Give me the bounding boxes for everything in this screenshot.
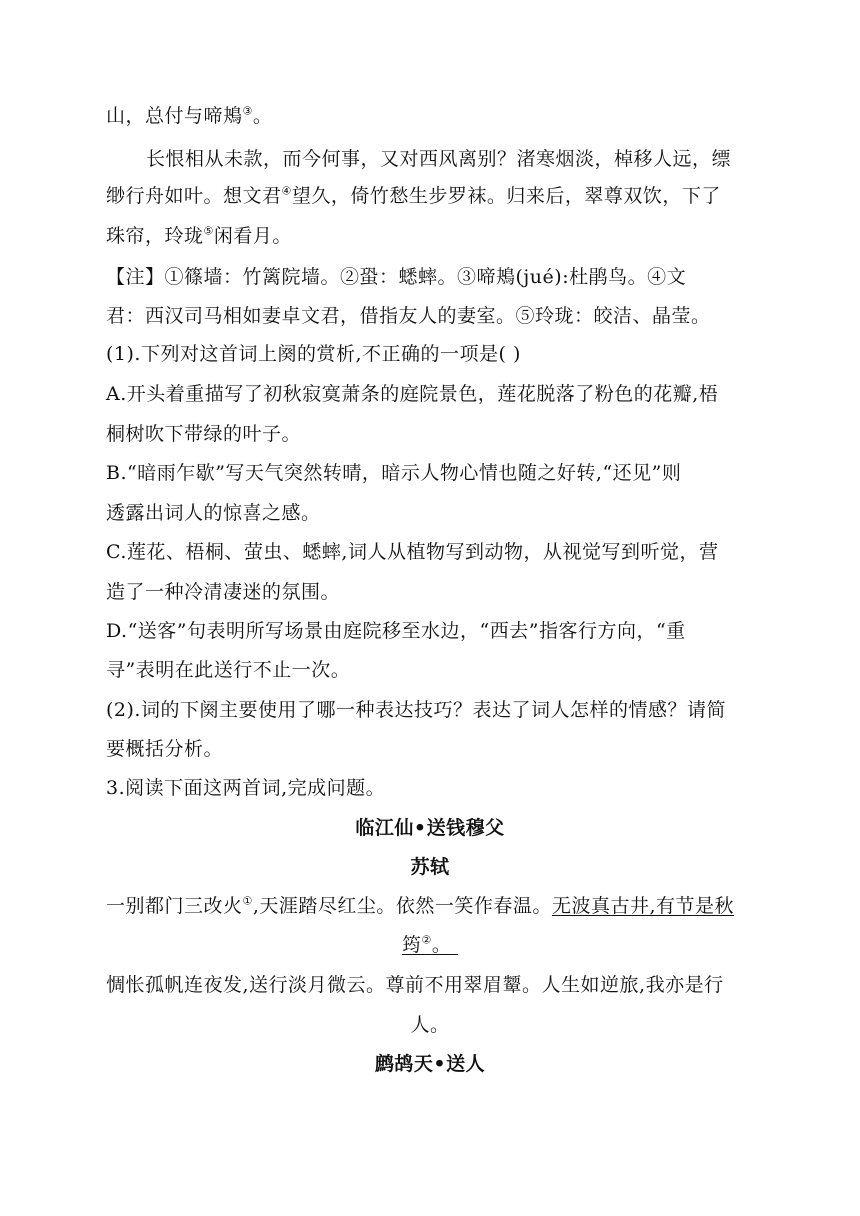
option-d: D.“送客”句表明所写场景由庭院移至水边，“西去”指客行方向，“重 bbox=[106, 620, 686, 642]
option-c: C.莲花、梧桐、萤虫、蟋蟀,词人从植物写到动物，从视觉写到听觉，营 bbox=[106, 541, 719, 563]
question-stem: (1).下列对这首词上阕的赏析,不正确的一项是( ) bbox=[106, 343, 521, 365]
poem-line bbox=[106, 931, 754, 959]
option-b: 透露出词人的惊喜之感。 bbox=[106, 502, 321, 524]
poem-title: 鹧鸪天•送人 bbox=[374, 1053, 486, 1075]
underlined-phrase: 无波真古井,有节是秋 bbox=[551, 895, 734, 917]
poem-line: 人。 bbox=[410, 1014, 450, 1036]
annotation-line: 君：西汉司马相如妻卓文君，借指友人的妻室。⑤玲珑：皎洁、晶莹。 bbox=[106, 305, 711, 327]
underlined-phrase: 筠②。 bbox=[402, 933, 452, 956]
poem-line: 珠帘，玲珑⑤闲看月。 bbox=[106, 224, 292, 247]
poem-line: 长恨相从未款，而今何事，又对西风离别？渚寒烟淡，棹移人远，缥 bbox=[146, 148, 732, 170]
question-stem: 要概括分析。 bbox=[106, 738, 224, 760]
option-b: B.“暗雨乍歇”写天气突然转晴，暗示人物心情也随之好转,“还见”则 bbox=[106, 462, 682, 484]
poem-author: 苏轼 bbox=[410, 856, 450, 878]
poem-line: 缈行舟如叶。想文君④望久，倚竹愁生步罗袜。归来后，翠尊双饮，下了 bbox=[106, 184, 721, 207]
poem-line: 山，总付与啼鴂③。 bbox=[106, 104, 273, 127]
option-d: 寻”表明在此送行不止一次。 bbox=[106, 659, 351, 681]
poem-line: 惆怅孤帆连夜发,送行淡月微云。尊前不用翠眉颦。人生如逆旅,我亦是行 bbox=[106, 974, 724, 996]
question-intro: 3.阅读下面这两首词,完成问题。 bbox=[106, 777, 386, 799]
option-c: 造了一种冷清凄迷的氛围。 bbox=[106, 581, 341, 603]
annotation-line: 【注】①篠墙：竹篱院墙。②蛩：蟋蟀。③啼鴂(jué):杜鹃鸟。④文 bbox=[106, 266, 687, 288]
option-a: 桐树吹下带绿的叶子。 bbox=[106, 423, 302, 445]
poem-title: 临江仙•送钱穆父 bbox=[355, 817, 505, 839]
option-a: A.开头着重描写了初秋寂寞萧条的庭院景色，莲花脱落了粉色的花瓣,梧 bbox=[106, 383, 719, 405]
poem-line: 一别都门三改火①,天涯踏尽红尘。依然一笑作春温。无波真古井,有节是秋 bbox=[106, 894, 734, 917]
question-stem: (2).词的下阕主要使用了哪一种表达技巧？表达了词人怎样的情感？请简 bbox=[106, 699, 726, 721]
